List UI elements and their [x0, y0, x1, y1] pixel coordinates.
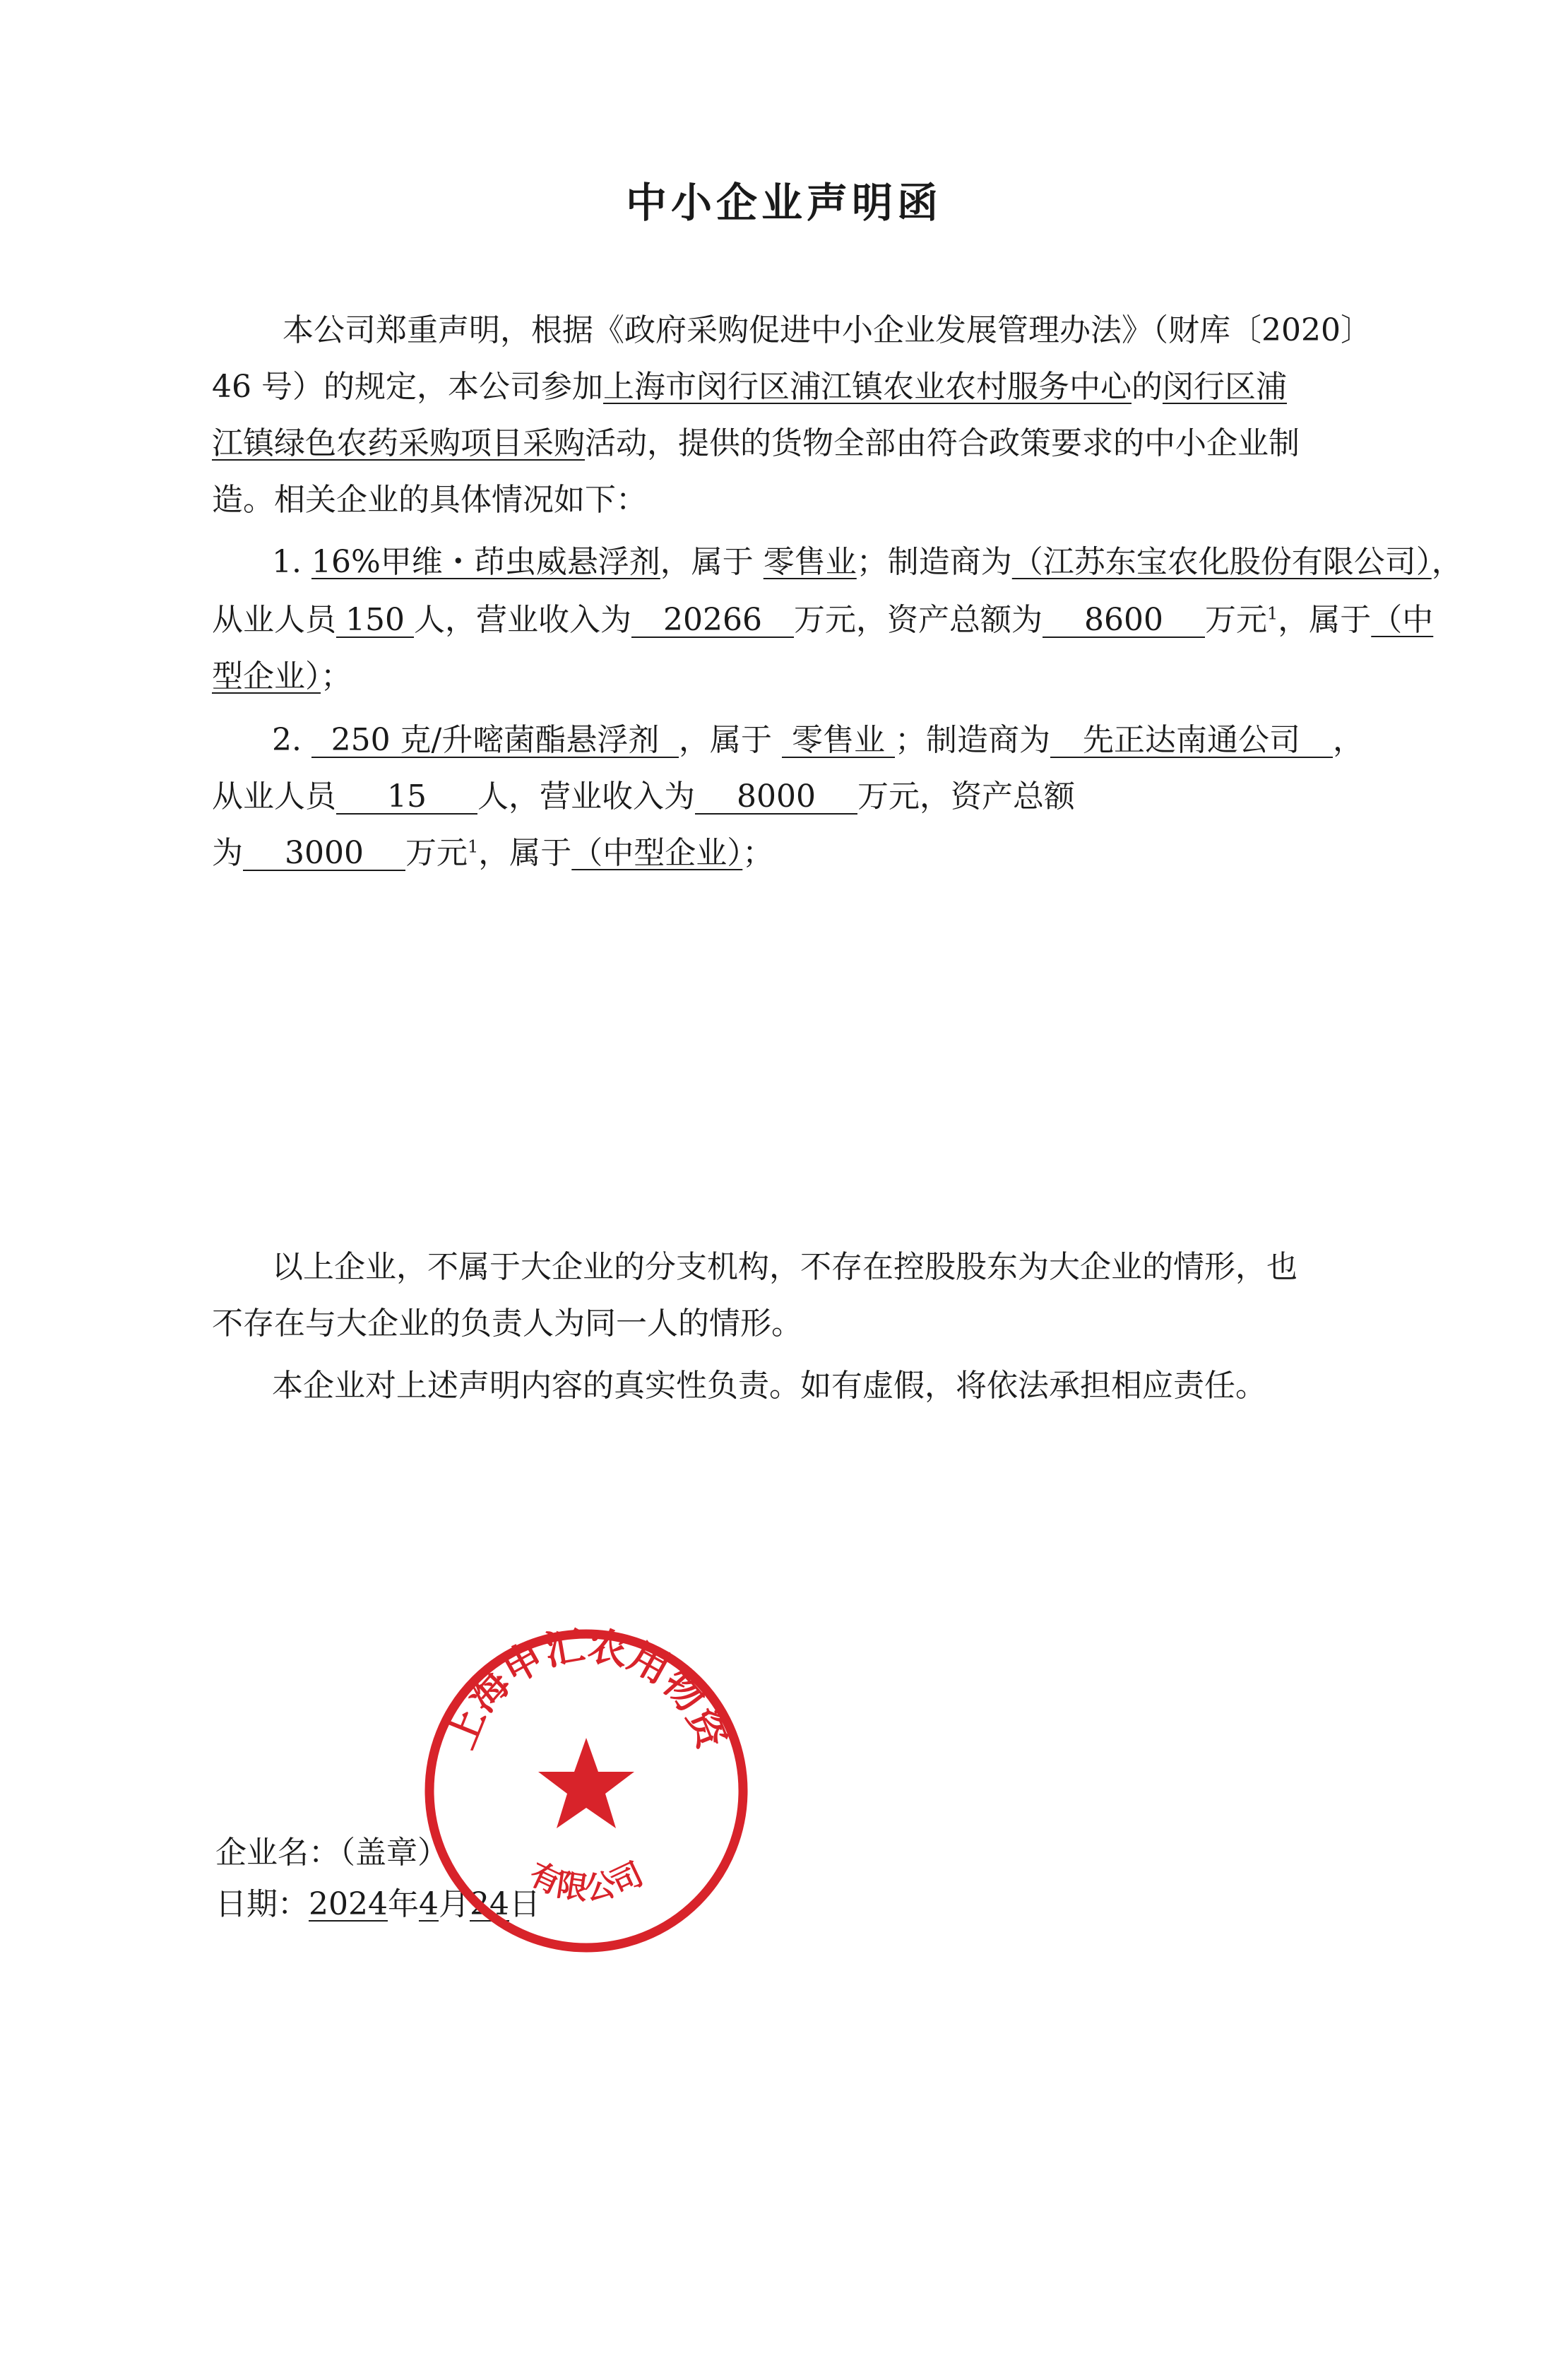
date-month: 4: [418, 1886, 439, 1922]
date-unit: 年: [387, 1886, 419, 1922]
intro-line-1: [283, 312, 1372, 350]
footnote-mark: 1: [468, 836, 479, 857]
label: 从业人员: [212, 779, 336, 815]
product-name: 16%甲维・茚虫威悬浮剂: [311, 544, 660, 580]
manufacturer: （江苏东宝农化股份有限公司）: [1011, 544, 1432, 580]
punct: ，: [1431, 544, 1463, 580]
label: ，属于: [678, 722, 772, 758]
intro-text: 本公司郑重声明，根据《政府采购促进中小企业发展管理办法》（财库〔2020〕: [283, 312, 1372, 348]
staff-count: 15: [336, 781, 477, 815]
industry: 零售业: [782, 724, 895, 758]
document-title: 中小企业声明函: [625, 179, 942, 227]
project-name: 江镇绿色农药采购项目采购: [212, 425, 585, 461]
label: 从业人员: [212, 602, 336, 638]
purchaser-name: 上海市闵行区浦江镇农业农村服务中心: [602, 369, 1132, 405]
intro-line-2: [212, 369, 1287, 406]
label: ，属于: [1278, 602, 1372, 638]
statement-text: 以上企业，不属于大企业的分支机构，不存在控股股东为大企业的情形，也: [272, 1249, 1297, 1285]
intro-line-4: [212, 482, 647, 519]
label: 人，营业收入为: [477, 779, 695, 815]
intro-text: 的: [1131, 369, 1163, 405]
revenue: 20266: [631, 604, 794, 638]
footnote-mark: 1: [1267, 603, 1278, 624]
statement-text: 不存在与大企业的负责人为同一人的情形。: [212, 1306, 802, 1342]
unit: 万元: [405, 835, 468, 871]
item-number: 2.: [272, 722, 302, 758]
label: 人，营业收入为: [414, 602, 631, 638]
product-name: 250 克/升嘧菌酯悬浮剂: [311, 724, 679, 758]
industry: 零售业: [763, 544, 857, 580]
label: 万元，资产总额: [857, 779, 1075, 815]
seal-star-icon: [538, 1738, 634, 1828]
item2-line-1: [272, 722, 1364, 759]
intro-text: 46 号）的规定，本公司参加: [212, 369, 603, 405]
item1-line-1: [272, 544, 1463, 581]
manufacturer: 先正达南通公司: [1050, 724, 1333, 758]
total-assets: 8600: [1043, 604, 1205, 638]
company-seal: [420, 1625, 752, 1957]
label: 为: [212, 835, 243, 871]
date-label: 日期：: [215, 1886, 309, 1922]
date-unit: 日: [509, 1886, 540, 1922]
enterprise-size: （中型企业）: [571, 835, 743, 871]
label: ，属于: [478, 835, 572, 871]
project-name: 闵行区浦: [1162, 369, 1287, 405]
label: ，属于: [660, 544, 754, 580]
label: ；制造商为: [856, 544, 1012, 580]
revenue: 8000: [695, 781, 857, 815]
statement-line-3: [272, 1368, 1266, 1405]
date-year: 2024: [309, 1886, 388, 1922]
statement-text: 本企业对上述声明内容的真实性负责。如有虚假，将依法承担相应责任。: [272, 1368, 1266, 1404]
intro-text: 造。相关企业的具体情况如下：: [212, 482, 647, 518]
seal-top-text: 上海申汇农用物资: [436, 1625, 736, 1756]
punct: ；: [321, 658, 352, 694]
seal-bottom-text: 有限公司: [523, 1856, 649, 1907]
statement-line-2: [212, 1306, 802, 1343]
punct: ，: [1332, 722, 1364, 758]
enterprise-size: 型企业）: [212, 658, 321, 694]
enterprise-size: （中: [1371, 602, 1434, 638]
staff-count: 150: [336, 604, 414, 638]
unit: 万元: [1205, 602, 1267, 638]
item-number: 1.: [272, 544, 302, 580]
label: 万元，资产总额为: [794, 602, 1043, 638]
company-name-line: [215, 1835, 449, 1872]
intro-text: 活动，提供的货物全部由符合政策要求的中小企业制: [585, 425, 1300, 461]
item1-line-2: [212, 602, 1433, 639]
statement-line-1: [272, 1249, 1297, 1286]
date-unit: 月: [438, 1886, 470, 1922]
company-label: 企业名：（盖章）: [215, 1835, 449, 1871]
label: ；制造商为: [894, 722, 1050, 758]
punct: ；: [742, 835, 774, 871]
item2-line-3: [212, 835, 773, 872]
intro-line-3: [212, 425, 1300, 463]
item2-line-2: [212, 779, 1075, 816]
total-assets: 3000: [243, 837, 405, 871]
date-day: 24: [469, 1886, 509, 1922]
item1-line-3: [212, 658, 352, 696]
